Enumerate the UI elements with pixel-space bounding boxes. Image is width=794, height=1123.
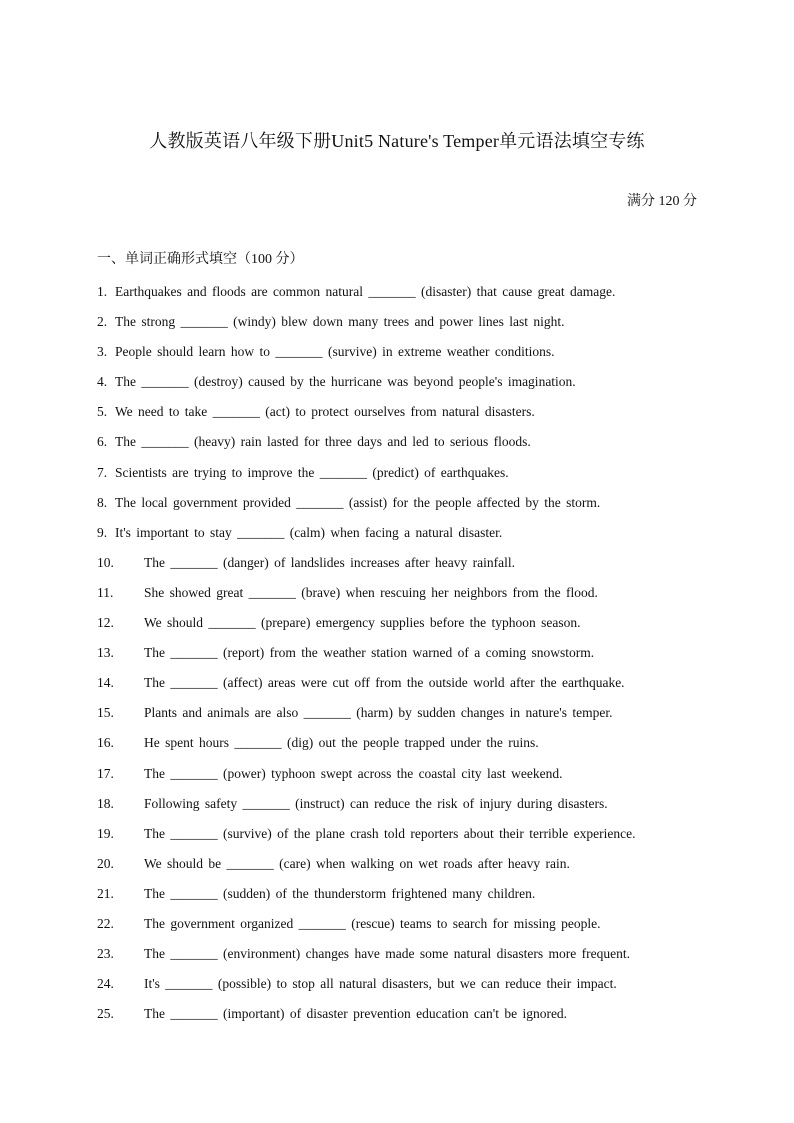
question-text: Following safety _______ (instruct) can reduce the risk of injury during disasters. [144, 795, 608, 811]
question-item [97, 914, 717, 944]
question-item [97, 733, 717, 763]
question-item [97, 342, 717, 372]
question-text: Scientists are trying to improve the _______ (predict) of earthquakes. [115, 464, 509, 480]
question-item [97, 432, 717, 462]
question-text: The local government provided _______ (assist) for the people affected by the storm. [115, 494, 601, 510]
question-item [97, 673, 717, 703]
question-number: 5. [97, 404, 108, 420]
question-number: 13. [97, 645, 114, 661]
question-text: The _______ (important) of disaster prevention education can't be ignored. [144, 1006, 568, 1022]
question-text: The _______ (destroy) caused by the hurricane was beyond people's imagination. [115, 374, 576, 390]
question-number: 11. [97, 584, 114, 600]
question-number: 7. [97, 464, 108, 480]
question-number: 20. [97, 855, 114, 871]
question-number: 17. [97, 765, 114, 781]
question-item [97, 824, 717, 854]
question-item [97, 493, 717, 523]
section-heading: 一、单词正确形式填空（100 分） [97, 252, 304, 267]
question-item [97, 974, 717, 1004]
question-number: 14. [97, 675, 114, 691]
question-item [97, 402, 717, 432]
question-number: 16. [97, 735, 114, 751]
question-text: The strong _______ (windy) blew down many trees and power lines last night. [115, 314, 565, 330]
question-number: 6. [97, 434, 108, 450]
question-item [97, 613, 717, 643]
question-number: 21. [97, 885, 114, 901]
question-number: 9. [97, 524, 108, 540]
question-text: The _______ (power) typhoon swept across the coastal city last weekend. [144, 765, 563, 781]
question-number: 19. [97, 825, 114, 841]
question-list [97, 282, 717, 1034]
question-number: 10. [97, 554, 114, 570]
question-item [97, 1004, 717, 1034]
question-text: Plants and animals are also _______ (harm) by sudden changes in nature's temper. [144, 705, 613, 721]
question-text: It's important to stay _______ (calm) when facing a natural disaster. [115, 524, 503, 540]
question-number: 4. [97, 374, 108, 390]
question-text: The _______ (report) from the weather station warned of a coming snowstorm. [144, 645, 595, 661]
question-text: We need to take _______ (act) to protect ourselves from natural disasters. [115, 404, 535, 420]
question-text: It's _______ (possible) to stop all natural disasters, but we can reduce their impact. [144, 976, 617, 992]
question-item [97, 794, 717, 824]
question-text: She showed great _______ (brave) when rescuing her neighbors from the flood. [144, 584, 598, 600]
question-number: 22. [97, 915, 114, 931]
question-item [97, 523, 717, 553]
question-number: 1. [97, 284, 108, 299]
question-number: 3. [97, 344, 108, 360]
question-text: The government organized _______ (rescue) teams to search for missing people. [144, 915, 601, 931]
question-number: 24. [97, 976, 114, 992]
question-text: The _______ (danger) of landslides increases after heavy rainfall. [144, 554, 515, 570]
question-item [97, 463, 717, 493]
question-item [97, 643, 717, 673]
question-item [97, 312, 717, 342]
question-number: 8. [97, 494, 108, 510]
question-number: 25. [97, 1006, 114, 1022]
question-text: The _______ (environment) changes have made some natural disasters more frequent. [144, 946, 630, 962]
question-text: The _______ (heavy) rain lasted for three days and led to serious floods. [115, 434, 531, 450]
total-score: 满分 120 分 [627, 194, 697, 209]
question-item [97, 583, 717, 613]
question-text: Earthquakes and floods are common natural _______ (disaster) that cause great damage. [115, 284, 616, 299]
question-text: People should learn how to _______ (survive) in extreme weather conditions. [115, 344, 555, 360]
question-text: The _______ (survive) of the plane crash told reporters about their terrible experience. [144, 825, 636, 841]
question-text: The _______ (affect) areas were cut off from the outside world after the earthquake. [144, 675, 625, 691]
question-item [97, 764, 717, 794]
question-number: 2. [97, 314, 108, 330]
question-number: 23. [97, 946, 114, 962]
question-item [97, 553, 717, 583]
question-text: The _______ (sudden) of the thunderstorm frightened many children. [144, 885, 536, 901]
question-number: 15. [97, 705, 114, 721]
page-title: 人教版英语八年级下册Unit5 Nature's Temper单元语法填空专练 [149, 131, 645, 151]
question-item [97, 282, 717, 312]
question-text: He spent hours _______ (dig) out the people trapped under the ruins. [144, 735, 539, 751]
question-text: We should _______ (prepare) emergency supplies before the typhoon season. [144, 615, 581, 631]
question-item [97, 944, 717, 974]
question-number: 18. [97, 795, 114, 811]
question-item [97, 703, 717, 733]
question-text: We should be _______ (care) when walking on wet roads after heavy rain. [144, 855, 570, 871]
question-number: 12. [97, 615, 114, 631]
question-item [97, 854, 717, 884]
question-item [97, 884, 717, 914]
question-item [97, 372, 717, 402]
